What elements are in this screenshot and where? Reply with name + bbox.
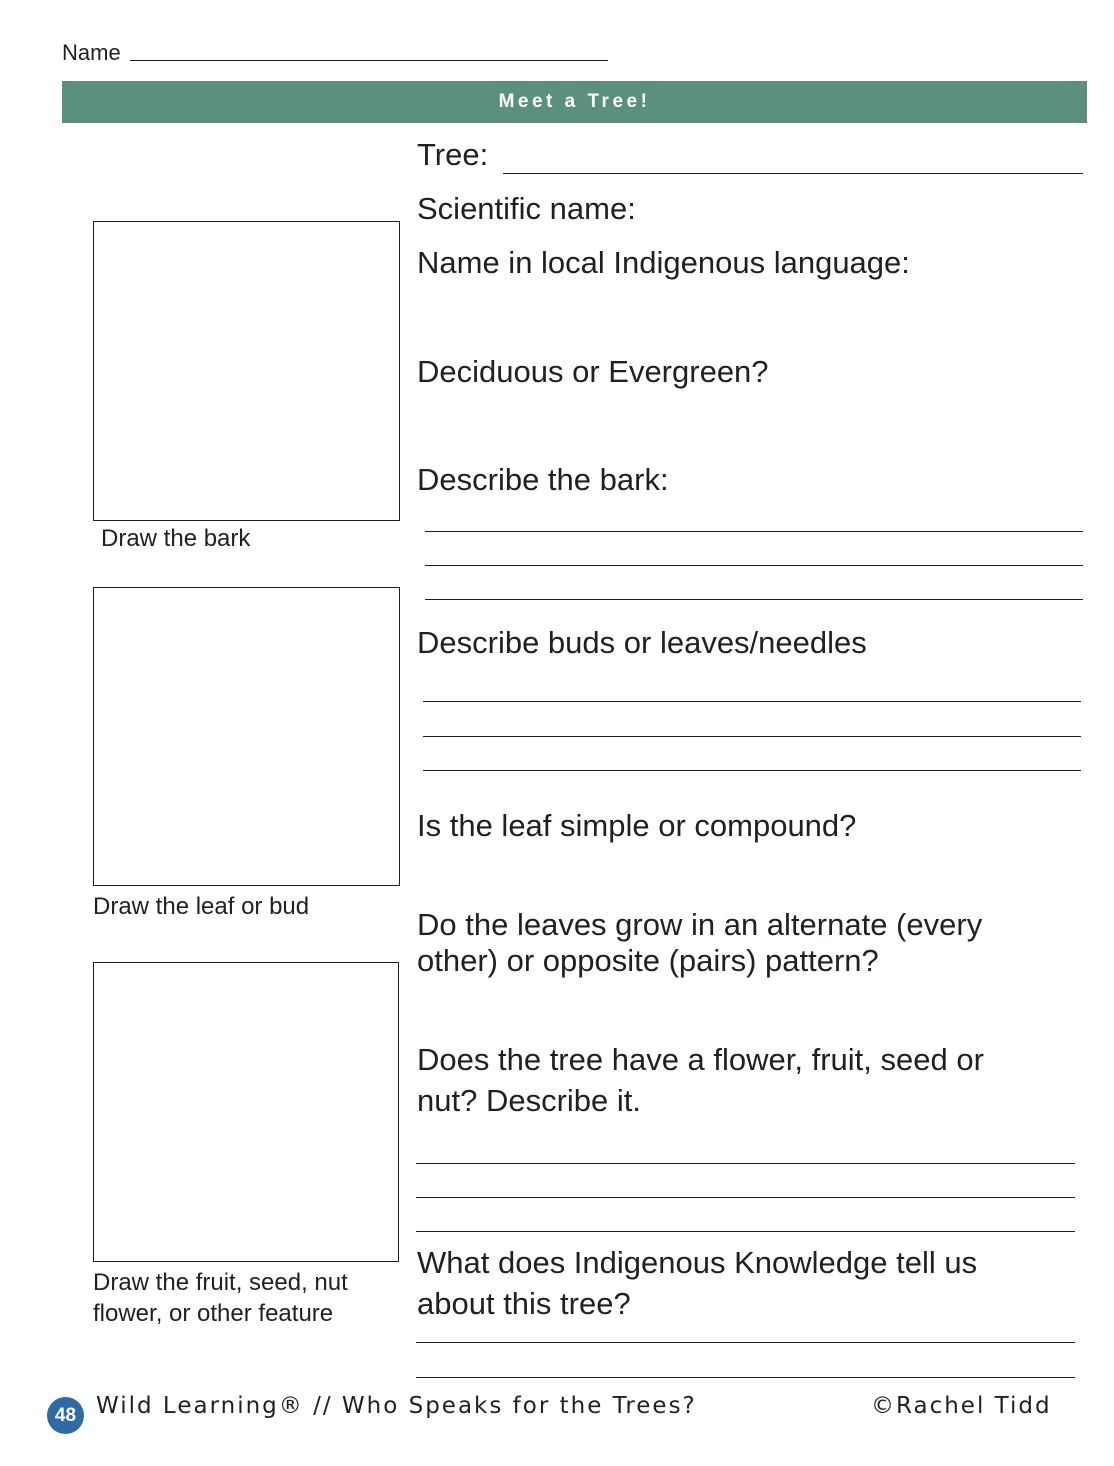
flower-answer-line[interactable] [416, 1163, 1075, 1164]
draw-bark-caption: Draw the bark [101, 525, 251, 552]
draw-bark-box[interactable] [93, 221, 400, 521]
draw-fruit-box[interactable] [93, 962, 399, 1262]
worksheet-title: Meet a Tree! [498, 91, 651, 112]
indigenous-knowledge-question-line1: What does Indigenous Knowledge tell us [417, 1245, 978, 1280]
name-input-line[interactable] [130, 60, 608, 61]
bark-answer-line[interactable] [425, 531, 1083, 532]
bark-answer-line[interactable] [425, 599, 1083, 600]
buds-answer-line[interactable] [423, 736, 1081, 737]
draw-fruit-caption-line2: flower, or other feature [93, 1300, 334, 1327]
flower-question-line2: nut? Describe it. [417, 1083, 641, 1118]
indigenous-knowledge-answer-line[interactable] [416, 1342, 1075, 1343]
leaf-pattern-question: Do the leaves grow in an alternate (every other) or opposite (pairs) pattern? [417, 907, 983, 978]
worksheet-title-banner [62, 81, 1087, 123]
bark-question: Describe the bark: [417, 462, 669, 497]
flower-question-line1: Does the tree have a flower, fruit, seed or [417, 1042, 984, 1077]
flower-answer-line[interactable] [416, 1197, 1075, 1198]
deciduous-question: Deciduous or Evergreen? [417, 354, 769, 389]
indigenous-name-label: Name in local Indigenous language: [417, 245, 910, 280]
draw-leaf-box[interactable] [93, 587, 400, 886]
draw-fruit-caption-line1: Draw the fruit, seed, nut [93, 1269, 348, 1296]
name-label: Name [62, 40, 121, 65]
bark-answer-line[interactable] [425, 565, 1083, 566]
flower-answer-line[interactable] [416, 1231, 1075, 1232]
buds-question: Describe buds or leaves/needles [417, 625, 867, 660]
indigenous-knowledge-answer-line[interactable] [416, 1377, 1075, 1378]
footer-book-title: Wild Learning® // Who Speaks for the Trees? [96, 1393, 697, 1419]
leaf-type-question: Is the leaf simple or compound? [417, 808, 857, 843]
tree-answer-line[interactable] [503, 173, 1083, 174]
footer-copyright: ©Rachel Tidd [871, 1393, 1052, 1419]
tree-label: Tree: [417, 137, 489, 172]
buds-answer-line[interactable] [423, 770, 1081, 771]
scientific-name-label: Scientific name: [417, 191, 636, 226]
page-number: 48 [54, 1404, 77, 1426]
page-number-badge [47, 1397, 84, 1434]
draw-leaf-caption: Draw the leaf or bud [93, 893, 310, 920]
buds-answer-line[interactable] [423, 701, 1081, 702]
indigenous-knowledge-question-line2: about this tree? [417, 1286, 631, 1321]
